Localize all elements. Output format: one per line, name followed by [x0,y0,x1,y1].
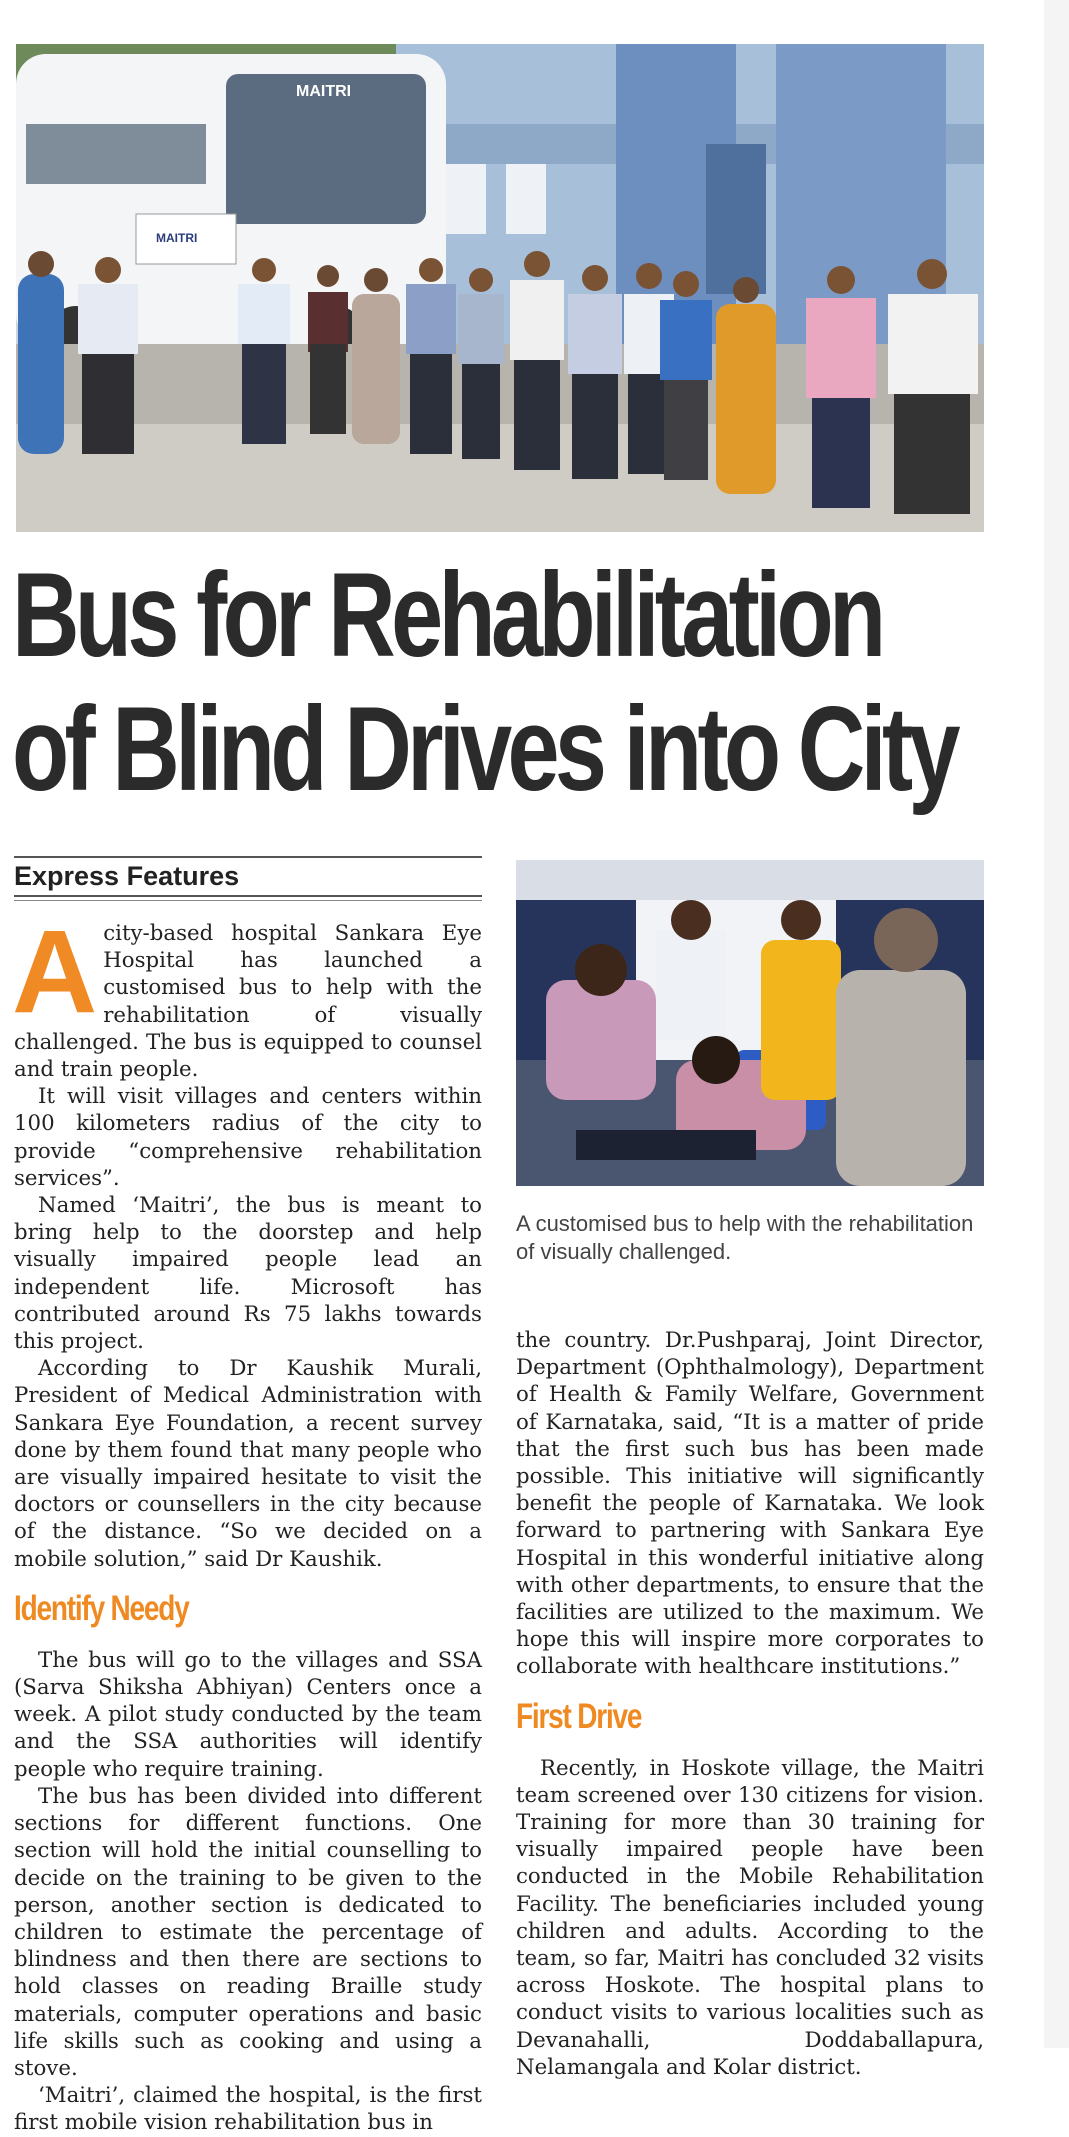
article-column-left [12,906,482,2137]
bus-sign: MAITRI [296,83,352,100]
paragraph-7: ‘Maitri’, claimed the hospital, is the first first mobile vision rehabilitation bus in [14,2083,482,2136]
paragraph-8: the country. Dr.Pushparaj, Joint Director, Department (Ophthalmology), Department of Health & Family Welfare, Government of Karnataka, said, “It is a matter of pride that the first such bus has been made possible. This initiative will significantly benefit the people of Karnataka. We look forward to partnering with Sankara Eye Hospital in this wonderful initiative along with other departments, to ensure that the facilities are utilized to the maximum. We hope this will inspire more corporates to collaborate with healthcare institutions.” [516,1328,984,1680]
byline-box [14,856,482,897]
headline-line-1: Bus for Rehabilitation [12,548,882,682]
page-edge [1044,0,1069,2048]
paragraph-4: According to Dr Kaushik Murali, President of Medical Administration with Sankara Eye Foundation, a recent survey done by them found that many people who are visually impaired hesitate to visit the doctors or counsellers in the city because of the distance. “So we decided on a mobile solution,” said Dr Kaushik. [14,1356,482,1572]
dropcap: A [12,906,98,1038]
paragraph-3: Named ‘Maitri’, the bus is meant to bring help to the doorstep and help visually impaired people lead an independent life. Microsoft has contributed around Rs 75 lakhs towards this project. [14,1193,482,1355]
subhead-first-drive: First Drive [516,1696,642,1736]
paragraph-1-text: city-based hospital Sankara Eye Hospital has launched a customised bus to help with the rehabilitation of visually challenged. The bus is equipped to counsel and train people. [14,921,482,1083]
paragraph-9: Recently, in Hoskote village, the Maitri team screened over 130 citizens for vision. Training for more than 30 training for visually impaired people have been conducted in the Mobile Rehabilitation Facility. The beneficiaries included young children and adults. According to the team, so far, Maitri has concluded 32 visits across Hoskote. The hospital plans to conduct visits to various localities such as Devanahalli, Doddaballapura, Nelamangala and Kolar district. [516,1755,984,2080]
subhead-identify-needy: Identify Needy [14,1588,189,1628]
paragraph-5: The bus will go to the villages and SSA (Sarva Shiksha Abhiyan) Centers once a week. A pilot study conducted by the team and the SSA authorities will identify people who require training. [14,1647,482,1782]
byline: Express Features [14,861,240,891]
side-photo-bus-interior [516,860,984,1186]
paragraph-2: It will visit villages and centers within 100 kilometers radius of the city to provide “comprehensive rehabilitation services”. [14,1084,482,1191]
headline [12,548,956,816]
headline-line-2: of Blind Drives into City [12,682,956,816]
side-photo-caption: A customised bus to help with the rehabilitation of visually challenged. [516,1211,974,1264]
bus-interior-illustration [516,860,984,1186]
paragraph-1 [12,906,482,1083]
article-column-right [516,1327,984,2081]
paragraph-6: The bus has been divided into different sections for different functions. One section will hold the initial counselling to decide on the training to be given to the person, another section is dedicated to children to estimate the percentage of blindness and then there are sections to hold classes on reading Braille study materials, computer operations and basic life skills such as cooking and using a stove. [14,1783,482,2081]
bus-launch-illustration [16,44,984,532]
board-sign: MAITRI [156,231,198,245]
top-photo-bus-launch [16,44,984,532]
